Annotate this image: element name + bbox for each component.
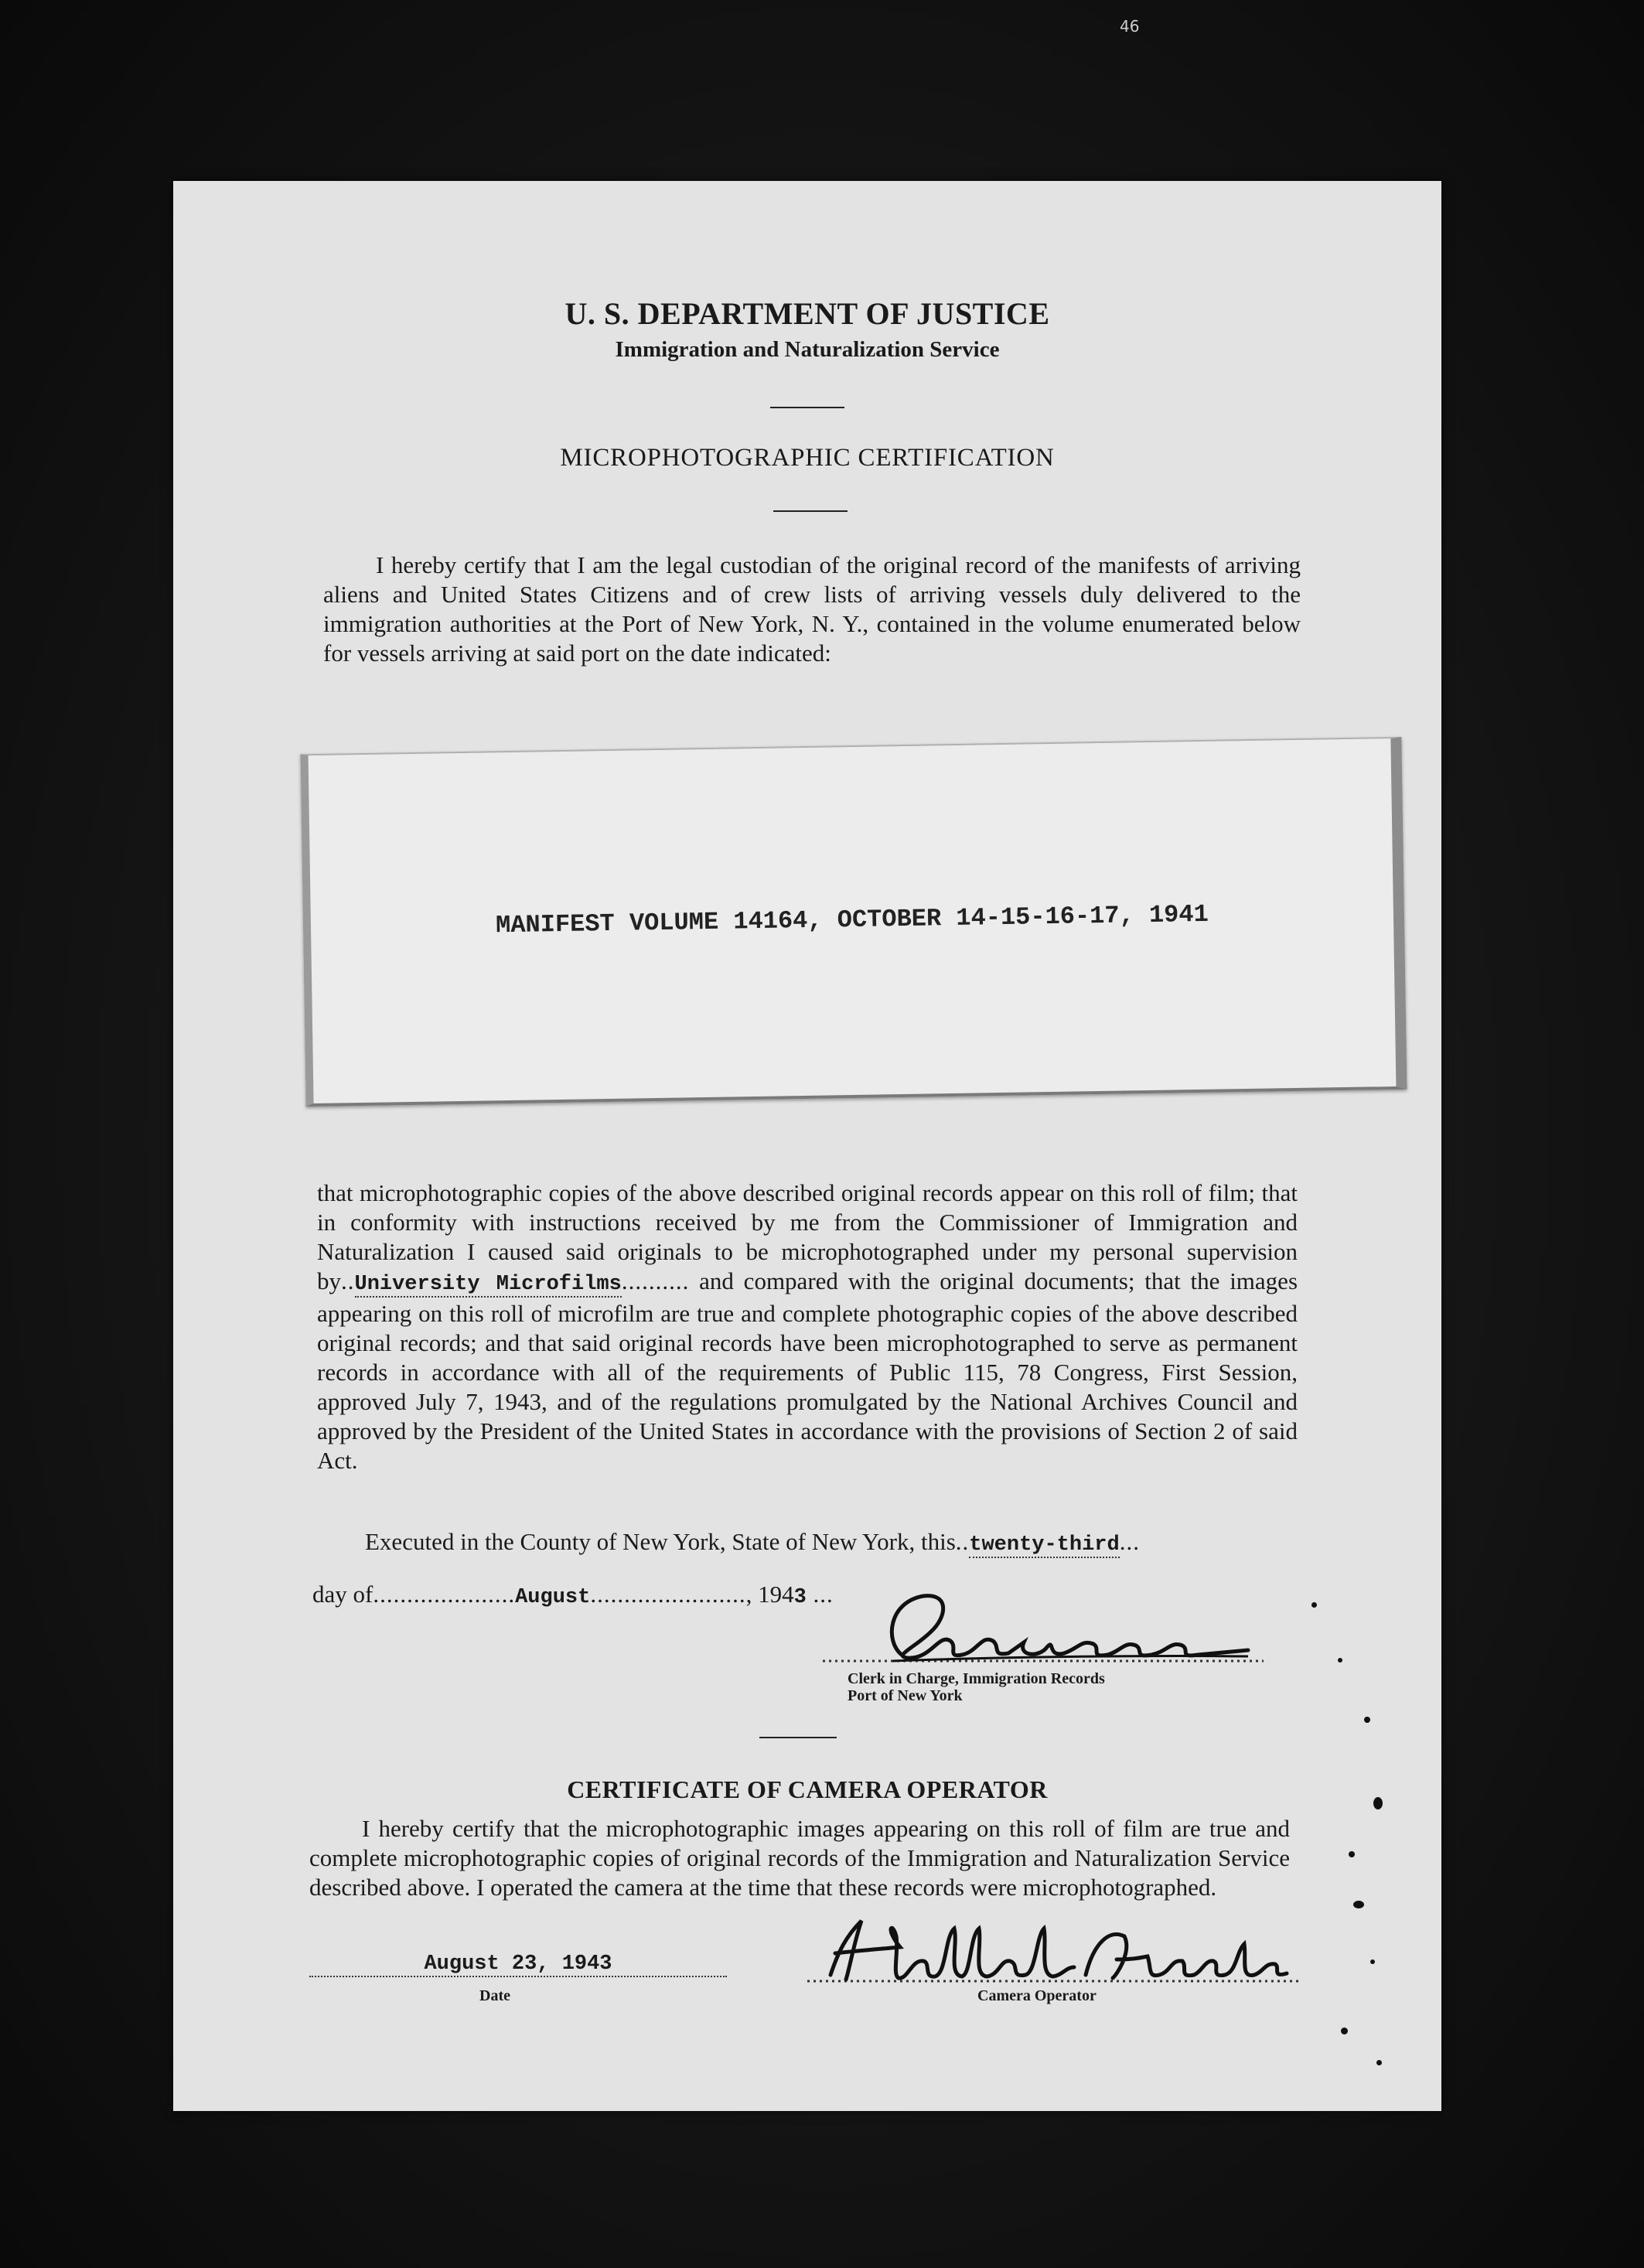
execution-year-digit: 3 xyxy=(793,1586,807,1609)
day-of-label: day of xyxy=(312,1581,373,1608)
camera-date-field xyxy=(309,1947,727,1977)
film-speck xyxy=(1353,1901,1364,1908)
divider xyxy=(770,407,844,408)
film-speck xyxy=(1338,1658,1342,1663)
body-paragraph-part1: that microphotographic copies of the above described original records appear on this roll of film; that in conformity with instructions received by me from the Commissioner of Immigration and Naturalization I caused said originals to be microphotographed under my personal supervision by xyxy=(317,1179,1298,1294)
camera-operator-label: Camera Operator xyxy=(977,1987,1097,2004)
camera-paragraph-text: I hereby certify that the microphotographic images appearing on this roll of film are true and complete microphotographic copies of original records of the Immigration and Naturalization Service described above. I operated the camera at the time that these records were microphotographed. xyxy=(309,1815,1290,1901)
body-paragraph-part2: and compared with the original documents; that the images appearing on this roll of microfilm are true and complete photographic copies of the above described original records; and that said original records have been microphotographed to serve as permanent records in accordance with all of the requirements of Public 115, 78 Congress, First Session, approved July 7, 1943, and of the regulations promulgated by the National Archives Council and approved by the President of the United States in accordance with the provisions of Section 2 of said Act. xyxy=(317,1267,1298,1474)
film-speck xyxy=(1364,1717,1370,1723)
service-subheading: Immigration and Naturalization Service xyxy=(615,337,1000,362)
divider xyxy=(773,510,848,512)
clerk-title-line1: Clerk in Charge, Immigration Records xyxy=(848,1670,1105,1687)
camera-date-label: Date xyxy=(479,1987,510,2004)
supervisor-value: University Microfilms xyxy=(354,1273,622,1296)
camera-certificate-paragraph xyxy=(309,1814,1290,1902)
execution-prefix: Executed in the County of New York, State of New York, this xyxy=(365,1528,956,1555)
volume-slip xyxy=(301,737,1407,1107)
film-speck xyxy=(1341,2028,1348,2034)
department-heading: U. S. DEPARTMENT OF JUSTICE xyxy=(564,296,1050,331)
film-speck xyxy=(1373,1797,1383,1809)
film-speck xyxy=(1311,1602,1317,1608)
certification-title: MICROPHOTOGRAPHIC CERTIFICATION xyxy=(560,444,1055,472)
clerk-title-line2: Port of New York xyxy=(848,1687,963,1704)
film-frame-number: 46 xyxy=(1120,17,1140,36)
film-speck xyxy=(1370,1959,1375,1964)
date-line: day of.....................August......................., 1943 ... xyxy=(312,1581,834,1609)
camera-certificate-title: CERTIFICATE OF CAMERA OPERATOR xyxy=(567,1775,1048,1803)
film-speck xyxy=(1349,1851,1355,1857)
clerk-signature xyxy=(815,1587,1279,1680)
certificate-page xyxy=(173,181,1441,2111)
execution-line: Executed in the County of New York, State of New York, this..twenty-third... xyxy=(365,1528,1140,1557)
execution-month: August xyxy=(515,1586,591,1609)
execution-day: twenty-third xyxy=(969,1533,1120,1557)
camera-operator-signature xyxy=(807,1913,1302,1990)
clerk-title xyxy=(848,1670,1105,1704)
intro-paragraph-text: I hereby certify that I am the legal custodian of the original record of the manifests of arriving aliens and United States Citizens and of crew lists of arriving vessels duly delivered to the immigration authorities at the Port of New York, N. Y., contained in the volume enumerated below for vessels arriving at said port on the date indicated: xyxy=(323,551,1301,667)
body-paragraph: that microphotographic copies of the above described original records appear on this roll of film; that in conformity with instructions received by me from the Commissioner of Immigration and Naturalization I caused said originals to be microphotographed under my personal supervision by..University Microfilms.......... and compared with the original documents; that the images appearing on this roll of microfilm are true and complete photographic copies of the above described original records; and that said original records have been microphotographed to serve as permanent records in accordance with all of the requirements of Public 115, 78 Congress, First Session, approved July 7, 1943, and of the regulations promulgated by the National Archives Council and approved by the President of the United States in accordance with the provisions of Section 2 of said Act. xyxy=(317,1179,1298,1474)
divider xyxy=(759,1737,837,1738)
camera-date-value: August 23, 1943 xyxy=(424,1953,612,1976)
manifest-volume-label: MANIFEST VOLUME 14164, OCTOBER 14-15-16-17, 1941 xyxy=(495,899,1209,940)
film-speck xyxy=(1376,2060,1382,2065)
execution-year-prefix: , 194 xyxy=(745,1581,794,1608)
intro-paragraph xyxy=(323,551,1301,668)
